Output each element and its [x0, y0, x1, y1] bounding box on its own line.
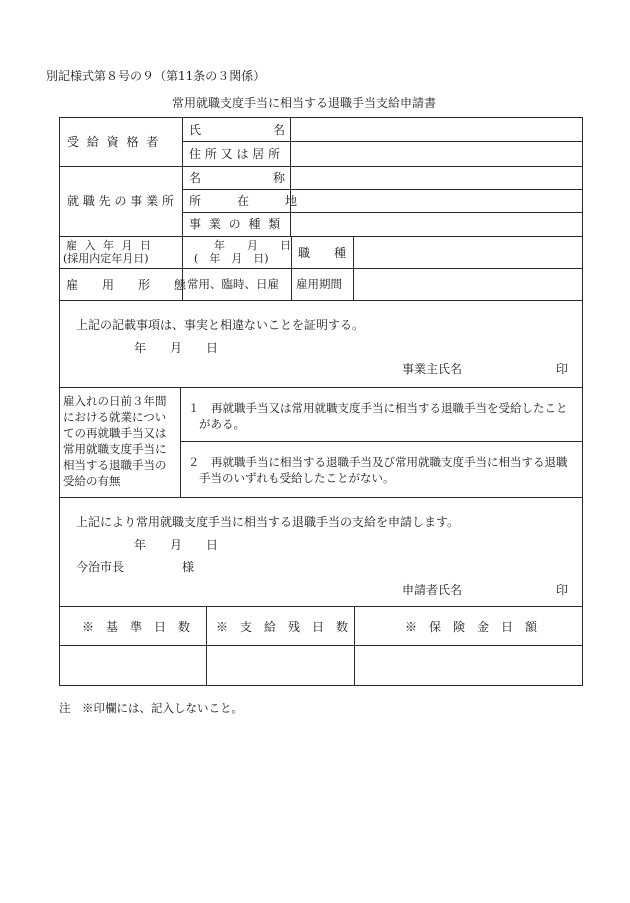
employment-period-field[interactable]: [355, 269, 581, 299]
standard-days-header: ※ 基 準 日 数: [82, 620, 191, 634]
prior-receipt-option-2[interactable]: ２ 再就職手当に相当する退職手当及び常用就職支度手当に相当する退職: [188, 455, 568, 469]
employment-period-label: 雇用期間: [296, 277, 342, 291]
recipient-label: 受 給 資 格 者: [67, 135, 161, 149]
prior-receipt-label-line: 相当する退職手当の: [63, 458, 167, 472]
col-divider: [180, 387, 181, 498]
employer-seal: 印: [556, 362, 569, 376]
row-divider: [59, 387, 583, 388]
col-divider: [291, 236, 292, 301]
addressee-honorific: 様: [182, 560, 195, 574]
address-label: 住 所 又 は 居 所: [189, 147, 281, 161]
employer-name-field[interactable]: [292, 167, 581, 188]
hire-date-label: 雇 入 年 月 日: [66, 239, 153, 252]
applicant-name-label: 申請者氏名: [402, 583, 463, 597]
daily-insurance-header: ※ 保 険 金 日 額: [405, 620, 538, 634]
recipient-address-field[interactable]: [292, 142, 581, 165]
prior-receipt-option-1-cont: がある。: [199, 417, 245, 431]
prior-receipt-label-line: ての再就職手当又は: [63, 426, 167, 440]
page-title: 常用就職支度手当に相当する退職手当支給申請書: [172, 96, 437, 110]
employment-type-label: 雇 用 形 態: [66, 278, 187, 292]
remaining-days-cell: [207, 646, 354, 685]
business-type-label: 事 業 の 種 類: [189, 217, 283, 231]
occupation-field[interactable]: [355, 237, 581, 267]
business-type-field[interactable]: [292, 213, 581, 235]
footnote: 注 ※印欄には、記入しないこと。: [59, 701, 243, 715]
prior-receipt-label-line: 常用就職支度手当に: [63, 442, 167, 456]
employment-type-options[interactable]: 常用、臨時、日雇: [187, 277, 279, 291]
prior-receipt-label-line: 受給の有無: [63, 474, 121, 488]
prior-receipt-option-1[interactable]: １ 再就職手当又は常用就職支度手当に相当する退職手当を受給したこと: [188, 401, 568, 415]
row-divider: [59, 497, 583, 498]
name-label: 氏 名: [189, 123, 286, 137]
hire-date-value-sub[interactable]: ( 年 月 日): [194, 252, 269, 265]
employer-signer-label: 事業主氏名: [402, 362, 463, 376]
applicant-seal: 印: [556, 583, 569, 597]
employer-location-field[interactable]: [292, 190, 581, 211]
employer-label: 就 職 先 の 事 業 所: [67, 194, 174, 208]
col-divider: [290, 117, 291, 237]
prior-receipt-label-line: 雇入れの日前３年間: [63, 394, 167, 408]
certification-statement: 上記の記載事項は、事実と相違ないことを証明する。: [76, 318, 365, 332]
row-divider: [59, 300, 583, 301]
certification-date[interactable]: 年 月 日: [134, 341, 219, 355]
table-border-left: [59, 117, 60, 686]
standard-days-cell: [60, 646, 206, 685]
daily-insurance-cell: [355, 646, 582, 685]
occupation-label: 職 種: [298, 246, 347, 260]
employer-location-label: 所 在 地: [189, 194, 298, 208]
remaining-days-header: ※ 支 給 残 日 数: [216, 620, 349, 634]
form-number: 別記様式第８号の９（第11条の３関係）: [46, 69, 266, 83]
col-divider: [353, 236, 354, 301]
prior-receipt-label-line: における就業につい: [63, 410, 167, 424]
row-divider: [59, 606, 583, 607]
application-date[interactable]: 年 月 日: [134, 538, 219, 552]
row-divider: [180, 441, 583, 442]
col-divider: [182, 117, 183, 301]
addressee: 今治市長: [76, 560, 125, 574]
application-statement: 上記により常用就職支度手当に相当する退職手当の支給を申請します。: [76, 515, 460, 529]
recipient-name-field[interactable]: [292, 118, 581, 140]
employer-name-label: 名 称: [189, 171, 286, 185]
hire-date-value[interactable]: 年 月 日: [214, 239, 291, 252]
prior-receipt-option-2-cont: 手当のいずれも受給したことがない。: [199, 471, 395, 485]
table-border-bottom: [59, 685, 583, 686]
hire-date-label-sub: (採用内定年月日): [63, 252, 149, 265]
table-border-right: [582, 117, 583, 686]
